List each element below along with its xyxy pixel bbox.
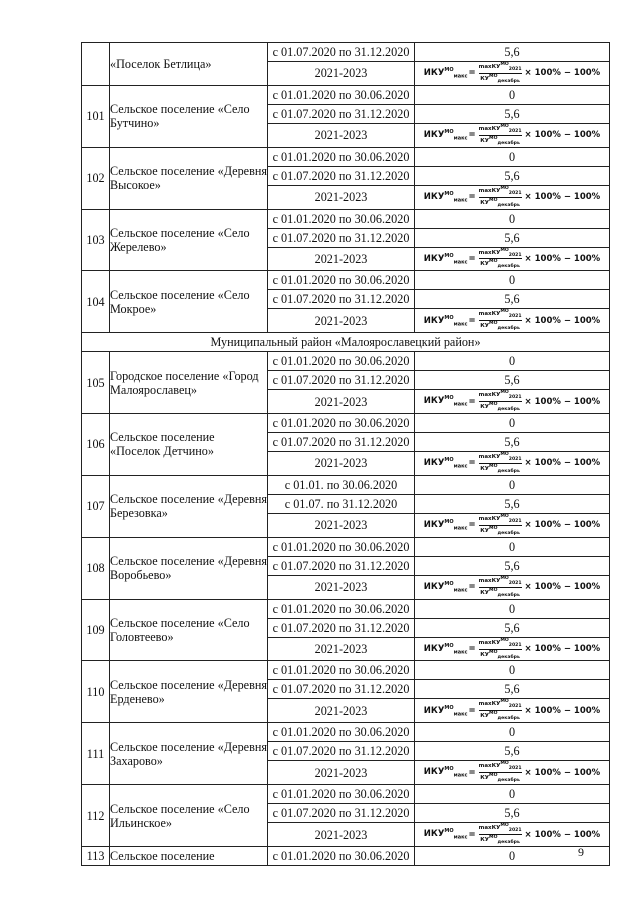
formula-fraction: [479, 186, 522, 209]
formula-fraction: [479, 309, 522, 332]
value-cell: 5,6: [415, 556, 610, 575]
table-row: [82, 352, 610, 371]
district-header-row: [82, 333, 610, 352]
formula-equals: =: [468, 130, 476, 141]
value-cell: 5,6: [415, 228, 610, 247]
period-cell: с 01.07.2020 по 31.12.2020: [268, 371, 415, 390]
formula-lhs: $ИКУ^{МО}_{макс}$: [423, 190, 468, 204]
period-cell: с 01.01.2020 по 30.06.2020: [268, 209, 415, 228]
formula-rhs: × 100% − 100%: [524, 705, 601, 716]
formula-fraction: [479, 514, 522, 537]
formula-numerator: maxКУ$^{МО}_{2021}$: [478, 637, 522, 648]
max-tariff-increase-formula: [424, 124, 600, 147]
period-cell: 2021-2023: [268, 185, 415, 209]
max-tariff-increase-formula: [424, 576, 600, 599]
formula-equals: =: [468, 68, 476, 79]
period-cell: с 01.07.2020 по 31.12.2020: [268, 618, 415, 637]
value-cell: 0: [415, 599, 610, 618]
formula-numerator: maxКУ$^{МО}_{2021}$: [478, 699, 522, 710]
period-cell: с 01.01.2020 по 30.06.2020: [268, 846, 415, 865]
formula-numerator: maxКУ$^{МО}_{2021}$: [478, 309, 522, 320]
max-tariff-increase-formula: [424, 186, 600, 209]
period-cell: с 01.07.2020 по 31.12.2020: [268, 290, 415, 309]
formula-numerator: maxКУ$^{МО}_{2021}$: [478, 123, 522, 134]
formula-lhs: $ИКУ^{МО}_{макс}$: [423, 252, 468, 266]
value-cell: 5,6: [415, 104, 610, 123]
settlement-name: Сельское поселение «Село Бутчино»: [110, 85, 268, 147]
max-tariff-increase-formula: [424, 248, 600, 271]
formula-equals: =: [468, 458, 476, 469]
formula-lhs: $ИКУ^{МО}_{макс}$: [423, 580, 468, 594]
period-cell: 2021-2023: [268, 452, 415, 476]
formula-denominator: $КУ^{МО}_{декабрь}$: [480, 649, 520, 660]
max-tariff-increase-formula: [424, 823, 600, 846]
table-row: [82, 43, 610, 62]
period-cell: 2021-2023: [268, 309, 415, 333]
value-cell: 0: [415, 475, 610, 494]
max-tariff-increase-formula: [424, 761, 600, 784]
settlement-name: «Поселок Бетлица»: [110, 43, 268, 86]
max-tariff-increase-formula: [424, 452, 600, 475]
period-cell: 2021-2023: [268, 823, 415, 847]
period-cell: 2021-2023: [268, 62, 415, 86]
period-cell: с 01.07.2020 по 31.12.2020: [268, 742, 415, 761]
period-cell: с 01.07.2020 по 31.12.2020: [268, 804, 415, 823]
formula-denominator: $КУ^{МО}_{декабрь}$: [480, 463, 520, 474]
formula-lhs: $ИКУ^{МО}_{макс}$: [423, 457, 468, 470]
table-row: [82, 85, 610, 104]
formula-rhs: × 100% − 100%: [524, 192, 601, 203]
period-cell: с 01.01.2020 по 30.06.2020: [268, 537, 415, 556]
formula-cell: [415, 123, 610, 147]
settlement-number: 111: [82, 723, 110, 785]
formula-rhs: × 100% − 100%: [524, 767, 601, 778]
formula-denominator: $КУ^{МО}_{декабрь}$: [480, 135, 520, 146]
settlement-number: 101: [82, 85, 110, 147]
period-cell: с 01.01.2020 по 30.06.2020: [268, 723, 415, 742]
table-row: [82, 723, 610, 742]
formula-numerator: maxКУ$^{МО}_{2021}$: [478, 761, 522, 772]
page-number: 9: [578, 845, 584, 859]
period-cell: с 01.01.2020 по 30.06.2020: [268, 785, 415, 804]
formula-equals: =: [468, 644, 476, 655]
formula-rhs: × 100% − 100%: [524, 130, 601, 141]
period-cell: с 01.01.2020 по 30.06.2020: [268, 661, 415, 680]
formula-cell: [415, 62, 610, 86]
settlement-name: Сельское поселение «Село Головтеево»: [110, 599, 268, 661]
formula-lhs: $ИКУ^{МО}_{макс}$: [423, 395, 468, 408]
formula-numerator: maxКУ$^{МО}_{2021}$: [478, 390, 522, 401]
period-cell: с 01.07. по 31.12.2020: [268, 494, 415, 513]
formula-denominator: $КУ^{МО}_{декабрь}$: [480, 587, 520, 598]
formula-cell: [415, 185, 610, 209]
formula-denominator: $КУ^{МО}_{декабрь}$: [480, 402, 520, 413]
settlement-number: 110: [82, 661, 110, 723]
settlement-number: [82, 43, 110, 86]
formula-fraction: [479, 452, 522, 475]
value-cell: 5,6: [415, 494, 610, 513]
value-cell: 0: [415, 414, 610, 433]
formula-equals: =: [468, 253, 476, 264]
formula-lhs: $ИКУ^{МО}_{макс}$: [423, 828, 468, 841]
formula-denominator: $КУ^{МО}_{декабрь}$: [480, 773, 520, 784]
settlement-name: Сельское поселение «Деревня Березовка»: [110, 475, 268, 537]
period-cell: с 01.07.2020 по 31.12.2020: [268, 680, 415, 699]
formula-rhs: × 100% − 100%: [524, 829, 601, 840]
formula-cell: [415, 761, 610, 785]
formula-cell: [415, 452, 610, 476]
period-cell: 2021-2023: [268, 390, 415, 414]
value-cell: 5,6: [415, 166, 610, 185]
formula-rhs: × 100% − 100%: [524, 644, 601, 655]
settlement-name: Сельское поселение «Деревня Высокое»: [110, 147, 268, 209]
period-cell: 2021-2023: [268, 761, 415, 785]
value-cell: 5,6: [415, 43, 610, 62]
formula-cell: [415, 390, 610, 414]
settlement-name: Сельское поселение «Деревня Воробьево»: [110, 537, 268, 599]
settlement-name: Сельское поселение «Деревня Ерденево»: [110, 661, 268, 723]
period-cell: с 01.01.2020 по 30.06.2020: [268, 271, 415, 290]
max-tariff-increase-formula: [424, 699, 600, 722]
settlement-number: 105: [82, 352, 110, 414]
period-cell: с 01.01.2020 по 30.06.2020: [268, 85, 415, 104]
formula-equals: =: [468, 315, 476, 326]
period-cell: с 01.07.2020 по 31.12.2020: [268, 104, 415, 123]
period-cell: с 01.01.2020 по 30.06.2020: [268, 147, 415, 166]
max-tariff-increase-formula: [424, 309, 600, 332]
settlement-number: 112: [82, 785, 110, 847]
settlement-number: 113: [82, 846, 110, 865]
settlement-number: 106: [82, 414, 110, 476]
period-cell: с 01.01.2020 по 30.06.2020: [268, 414, 415, 433]
period-cell: с 01.07.2020 по 31.12.2020: [268, 433, 415, 452]
formula-denominator: $КУ^{МО}_{декабрь}$: [480, 525, 520, 536]
period-cell: 2021-2023: [268, 637, 415, 661]
value-cell: 5,6: [415, 290, 610, 309]
formula-rhs: × 100% − 100%: [524, 582, 601, 593]
formula-fraction: [479, 576, 522, 599]
tariff-table-body: [82, 43, 610, 866]
formula-cell: [415, 637, 610, 661]
settlement-number: 109: [82, 599, 110, 661]
period-cell: с 01.07.2020 по 31.12.2020: [268, 166, 415, 185]
formula-rhs: × 100% − 100%: [524, 315, 601, 326]
value-cell: 0: [415, 846, 610, 865]
value-cell: 0: [415, 271, 610, 290]
max-tariff-increase-formula: [424, 514, 600, 537]
formula-denominator: $КУ^{МО}_{декабрь}$: [480, 197, 520, 208]
formula-cell: [415, 247, 610, 271]
table-row: [82, 414, 610, 433]
max-tariff-increase-formula: [424, 390, 600, 413]
formula-fraction: [479, 62, 522, 85]
formula-denominator: $КУ^{МО}_{декабрь}$: [480, 73, 520, 84]
formula-lhs: $ИКУ^{МО}_{макс}$: [423, 766, 468, 779]
value-cell: 5,6: [415, 804, 610, 823]
formula-fraction: [479, 638, 522, 661]
formula-fraction: [479, 699, 522, 722]
value-cell: 0: [415, 352, 610, 371]
settlement-name: Сельское поселение «Деревня Захарово»: [110, 723, 268, 785]
table-row: [82, 271, 610, 290]
formula-rhs: × 100% − 100%: [524, 253, 601, 264]
formula-cell: [415, 823, 610, 847]
formula-lhs: $ИКУ^{МО}_{макс}$: [423, 704, 468, 718]
period-cell: 2021-2023: [268, 513, 415, 537]
formula-rhs: × 100% − 100%: [524, 520, 601, 531]
value-cell: 0: [415, 661, 610, 680]
formula-equals: =: [468, 767, 476, 778]
table-row: [82, 785, 610, 804]
table-row: [82, 661, 610, 680]
value-cell: 5,6: [415, 433, 610, 452]
period-cell: с 01.01.2020 по 30.06.2020: [268, 352, 415, 371]
table-row: [82, 209, 610, 228]
formula-equals: =: [468, 192, 476, 203]
max-tariff-increase-formula: [424, 638, 600, 661]
value-cell: 0: [415, 147, 610, 166]
period-cell: 2021-2023: [268, 247, 415, 271]
tariff-table: [81, 42, 610, 866]
formula-rhs: × 100% − 100%: [524, 396, 601, 407]
formula-equals: =: [468, 829, 476, 840]
formula-lhs: $ИКУ^{МО}_{макс}$: [423, 519, 468, 532]
formula-equals: =: [468, 396, 476, 407]
formula-denominator: $КУ^{МО}_{декабрь}$: [480, 321, 520, 332]
formula-fraction: [479, 390, 522, 413]
period-cell: 2021-2023: [268, 123, 415, 147]
formula-numerator: maxКУ$^{МО}_{2021}$: [478, 513, 522, 524]
table-row: [82, 537, 610, 556]
settlement-number: 103: [82, 209, 110, 271]
formula-cell: [415, 309, 610, 333]
formula-numerator: maxКУ$^{МО}_{2021}$: [478, 575, 522, 586]
period-cell: с 01.01. по 30.06.2020: [268, 475, 415, 494]
table-row: [82, 599, 610, 618]
value-cell: 0: [415, 723, 610, 742]
period-cell: с 01.01.2020 по 30.06.2020: [268, 599, 415, 618]
period-cell: 2021-2023: [268, 575, 415, 599]
settlement-number: 102: [82, 147, 110, 209]
formula-cell: [415, 513, 610, 537]
formula-denominator: $КУ^{МО}_{декабрь}$: [480, 711, 520, 722]
formula-fraction: [479, 124, 522, 147]
settlement-name: Городское поселение «Город Малоярославец»: [110, 352, 268, 414]
formula-numerator: maxКУ$^{МО}_{2021}$: [478, 823, 522, 834]
settlement-number: 108: [82, 537, 110, 599]
formula-numerator: maxКУ$^{МО}_{2021}$: [478, 185, 522, 196]
formula-equals: =: [468, 520, 476, 531]
formula-lhs: $ИКУ^{МО}_{макс}$: [423, 314, 468, 328]
formula-fraction: [479, 823, 522, 846]
settlement-name: Сельское поселение «Село Мокрое»: [110, 271, 268, 333]
formula-lhs: $ИКУ^{МО}_{макс}$: [423, 67, 468, 80]
formula-numerator: maxКУ$^{МО}_{2021}$: [478, 62, 522, 72]
formula-fraction: [479, 761, 522, 784]
formula-cell: [415, 575, 610, 599]
settlement-name: Сельское поселение: [110, 846, 268, 865]
formula-lhs: $ИКУ^{МО}_{макс}$: [423, 642, 468, 656]
settlement-name: Сельское поселение «Поселок Детчино»: [110, 414, 268, 476]
period-cell: с 01.07.2020 по 31.12.2020: [268, 43, 415, 62]
value-cell: 0: [415, 209, 610, 228]
formula-numerator: maxКУ$^{МО}_{2021}$: [478, 452, 522, 462]
settlement-name: Сельское поселение «Село Ильинское»: [110, 785, 268, 847]
period-cell: с 01.07.2020 по 31.12.2020: [268, 556, 415, 575]
value-cell: 5,6: [415, 618, 610, 637]
value-cell: 5,6: [415, 742, 610, 761]
period-cell: с 01.07.2020 по 31.12.2020: [268, 228, 415, 247]
formula-lhs: $ИКУ^{МО}_{макс}$: [423, 129, 468, 142]
formula-equals: =: [468, 582, 476, 593]
formula-cell: [415, 699, 610, 723]
max-tariff-increase-formula: [424, 62, 600, 85]
value-cell: 5,6: [415, 680, 610, 699]
value-cell: 0: [415, 537, 610, 556]
formula-numerator: maxКУ$^{МО}_{2021}$: [478, 247, 522, 258]
settlement-number: 104: [82, 271, 110, 333]
table-row: [82, 846, 610, 865]
period-cell: 2021-2023: [268, 699, 415, 723]
value-cell: 5,6: [415, 371, 610, 390]
table-row: [82, 475, 610, 494]
formula-denominator: $КУ^{МО}_{декабрь}$: [480, 835, 520, 845]
formula-rhs: × 100% − 100%: [524, 458, 601, 469]
value-cell: 0: [415, 85, 610, 104]
formula-rhs: × 100% − 100%: [524, 68, 601, 79]
formula-denominator: $КУ^{МО}_{декабрь}$: [480, 259, 520, 270]
formula-fraction: [479, 248, 522, 271]
settlement-number: 107: [82, 475, 110, 537]
settlement-name: Сельское поселение «Село Жерелево»: [110, 209, 268, 271]
district-name: Муниципальный район «Малоярославецкий район»: [82, 333, 610, 352]
value-cell: 0: [415, 785, 610, 804]
formula-equals: =: [468, 705, 476, 716]
table-row: [82, 147, 610, 166]
